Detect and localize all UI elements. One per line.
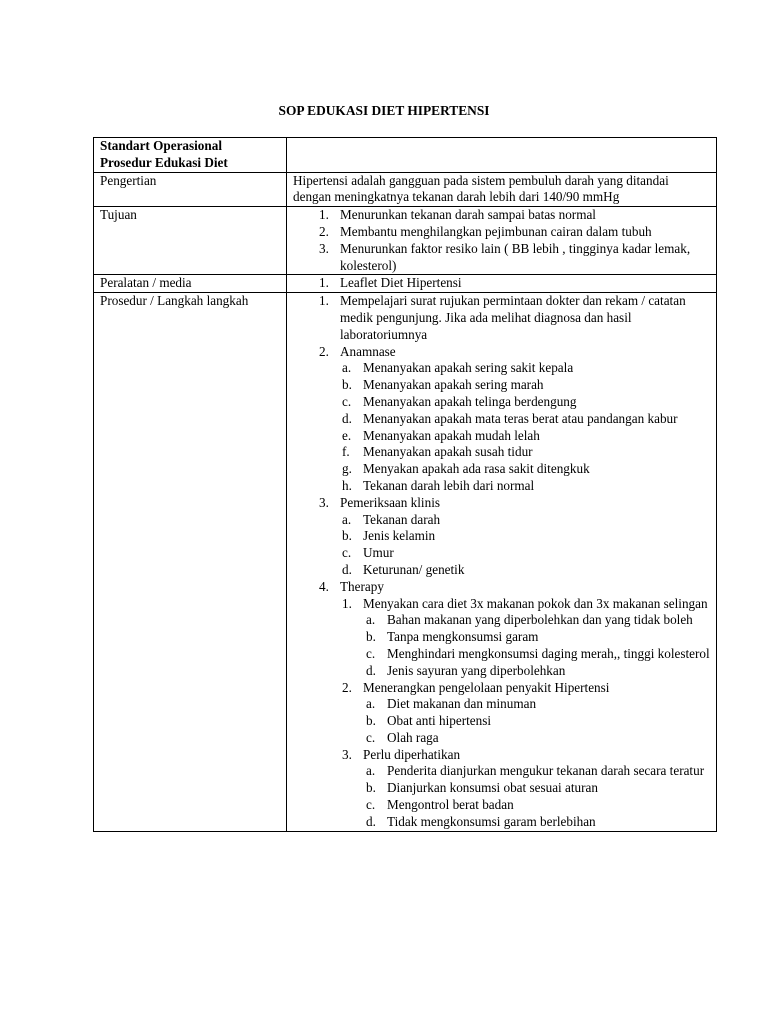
list-item: c. Umur bbox=[342, 545, 394, 561]
list-item: 1. Menurunkan tekanan darah sampai batas normal bbox=[319, 207, 596, 223]
list-item: d. Menanyakan apakah mata teras berat atau pandangan kabur bbox=[342, 410, 678, 426]
document-title: SOP EDUKASI DIET HIPERTENSI bbox=[278, 103, 490, 118]
list-item: 1. Mempelajari surat rujukan permintaan dokter dan rekam / catatan medik pengunjung. Jika ada melihat diagnosa dan hasil laboratoriumnya bbox=[319, 293, 686, 342]
list-item: 3. Menurunkan faktor resiko lain ( BB lebih , tingginya kadar lemak, kolesterol) bbox=[319, 240, 691, 273]
list-item: a. Menanyakan apakah sering sakit kepala bbox=[342, 360, 574, 376]
list-item: a. Penderita dianjurkan mengukur tekanan darah secara teratur bbox=[366, 763, 705, 779]
list-item: a. Diet makanan dan minuman bbox=[366, 696, 537, 712]
table-row-pengertian bbox=[94, 172, 717, 207]
list-item: b. Tanpa mengkonsumsi garam bbox=[366, 629, 539, 645]
list-item: b. Obat anti hipertensi bbox=[366, 713, 492, 729]
list-item: h. Tekanan darah lebih dari normal bbox=[342, 477, 535, 493]
list-item: 2. Menerangkan pengelolaan penyakit Hipertensi bbox=[342, 679, 610, 695]
list-item: b. Dianjurkan konsumsi obat sesuai aturan bbox=[366, 780, 598, 796]
row-label: Prosedur / Langkah langkah bbox=[94, 293, 287, 832]
list-item: 4. Therapy bbox=[319, 578, 384, 594]
sop-table bbox=[93, 137, 717, 832]
header-label-cell bbox=[94, 138, 287, 173]
pengertian-text: Hipertensi adalah gangguan pada sistem pembuluh darah yang ditandai dengan meningkatnya tekanan darah lebih dari 140/90 mmHg bbox=[287, 172, 717, 207]
header-line: Standart Operasional bbox=[100, 138, 222, 153]
list-item: c. Menghindari mengkonsumsi daging merah,, tinggi kolesterol bbox=[366, 645, 710, 661]
list-item: e. Menanyakan apakah mudah lelah bbox=[342, 427, 540, 443]
list-item: a. Tekanan darah bbox=[342, 511, 441, 527]
list-item: c. Mengontrol berat badan bbox=[366, 797, 514, 813]
list-item: 1. Menyakan cara diet 3x makanan pokok dan 3x makanan selingan bbox=[342, 595, 708, 611]
header-line: Prosedur Edukasi Diet bbox=[100, 154, 228, 170]
list-item: f. Menanyakan apakah susah tidur bbox=[342, 444, 533, 460]
table-row-prosedur bbox=[94, 293, 717, 832]
list-item: d. Jenis sayuran yang diperbolehkan bbox=[366, 662, 566, 678]
list-item: 2. Anamnase bbox=[319, 343, 396, 359]
table-row-peralatan bbox=[94, 275, 717, 293]
list-item: c. Olah raga bbox=[366, 729, 439, 745]
row-label: Peralatan / media bbox=[94, 275, 287, 293]
header-empty-cell bbox=[287, 138, 717, 173]
row-label: Pengertian bbox=[94, 172, 287, 207]
prosedur-list bbox=[287, 293, 717, 832]
table-row-tujuan bbox=[94, 207, 717, 275]
peralatan-list bbox=[287, 275, 717, 293]
list-item: d. Tidak mengkonsumsi garam berlebihan bbox=[366, 813, 596, 829]
list-item: d. Keturunan/ genetik bbox=[342, 561, 465, 577]
list-item: g. Menyakan apakah ada rasa sakit ditengkuk bbox=[342, 461, 590, 477]
tujuan-list bbox=[287, 207, 717, 275]
table-row-header bbox=[94, 138, 717, 173]
row-label: Tujuan bbox=[94, 207, 287, 275]
list-item: a. Bahan makanan yang diperbolehkan dan yang tidak boleh bbox=[366, 612, 693, 628]
list-item: c. Menanyakan apakah telinga berdengung bbox=[342, 393, 577, 409]
list-item: 1. Leaflet Diet Hipertensi bbox=[319, 275, 462, 291]
list-item: 3. Perlu diperhatikan bbox=[342, 746, 461, 762]
list-item: b. Menanyakan apakah sering marah bbox=[342, 377, 544, 393]
list-item: 2. Membantu menghilangkan pejimbunan cairan dalam tubuh bbox=[319, 223, 652, 239]
list-item: 3. Pemeriksaan klinis bbox=[319, 494, 440, 510]
list-item: b. Jenis kelamin bbox=[342, 528, 436, 544]
